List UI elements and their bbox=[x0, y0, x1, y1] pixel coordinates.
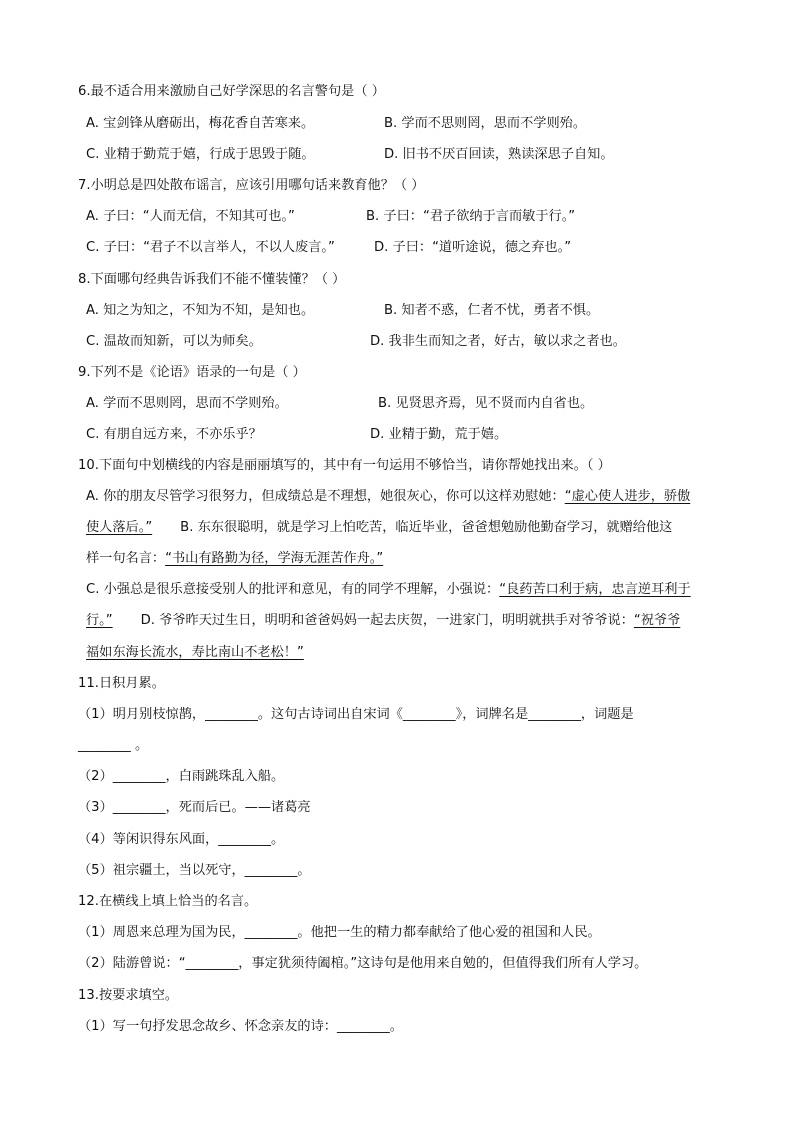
question-6-stem: 6.最不适合用来激励自己好学深思的名言警句是（ ） bbox=[78, 84, 385, 99]
question-10-option-b-quote: “书山有路勤为径，学海无涯苦作舟。” bbox=[165, 551, 384, 566]
question-12-part-1: （1）周恩来总理为国为民，________。他把一生的精力都奉献给了他心爱的祖国和人民。 bbox=[78, 925, 601, 940]
question-11-part-5: （5）祖宗疆土，当以死守，________。 bbox=[78, 863, 311, 878]
question-6-option-a: A. 宝剑锋从磨砺出，梅花香自苦寒来。 bbox=[86, 116, 315, 131]
question-11-part-2: （2）________，白雨跳珠乱入船。 bbox=[78, 769, 285, 784]
question-6-option-d: D. 旧书不厌百回读，熟读深思子自知。 bbox=[384, 147, 614, 162]
question-9-stem: 9.下列不是《论语》语录的一句是（ ） bbox=[78, 365, 306, 380]
question-10-option-a-line1 bbox=[86, 488, 690, 506]
question-10-option-d-quote: “祝爷爷 bbox=[633, 613, 681, 628]
question-10-option-b-line2 bbox=[86, 550, 383, 568]
question-8-option-c: C. 温故而知新，可以为师矣。 bbox=[86, 334, 262, 349]
question-11-part-3: （3）________，死而后已。——诸葛亮 bbox=[78, 800, 311, 815]
question-10-stem: 10.下面句中划横线的内容是丽丽填写的，其中有一句运用不够恰当，请你帮她找出来。（ ） bbox=[78, 458, 611, 473]
question-7-option-a: A. 子曰：“人而无信，不知其可也。” bbox=[86, 209, 295, 224]
question-13-stem: 13.按要求填空。 bbox=[78, 988, 179, 1003]
question-10-option-b-lead: 样一句名言： bbox=[86, 551, 166, 566]
question-11-stem: 11.日积月累。 bbox=[78, 676, 165, 691]
question-8-option-a: A. 知之为知之，不知为不知，是知也。 bbox=[86, 303, 315, 318]
question-10-option-c-line2 bbox=[86, 612, 680, 630]
question-7-stem: 7.小明总是四处散布谣言，应该引用哪句话来教育他？（ ） bbox=[78, 178, 425, 193]
question-9-option-a: A. 学而不思则罔，思而不学则殆。 bbox=[86, 396, 288, 411]
question-10-option-c-text: C. 小强总是很乐意接受别人的批评和意见，有的同学不理解，小强说： bbox=[86, 582, 500, 597]
question-10-option-d-line2 bbox=[86, 644, 304, 662]
question-10-option-a-quote-end: 使人落后。” bbox=[86, 520, 153, 535]
question-10-option-a-text: A. 你的朋友尽管学习很努力，但成绩总是不理想，她很灰心，你可以这样劝慰她： bbox=[86, 489, 565, 504]
question-8-stem: 8.下面哪句经典告诉我们不能不懂装懂？（ ） bbox=[78, 272, 346, 287]
question-10-option-c-line1 bbox=[86, 581, 691, 599]
question-7-option-b: B. 子曰：“君子欲纳于言而敏于行。” bbox=[366, 209, 576, 224]
question-10-option-c-quote: “良药苦口利于病，忠言逆耳利于 bbox=[499, 582, 691, 597]
question-10-option-a-line2 bbox=[86, 519, 672, 537]
question-7-option-c: C. 子曰：“君子不以言举人，不以人废言。” bbox=[86, 240, 335, 255]
question-10-option-d-text: D. 爷爷昨天过生日，明明和爸爸妈妈一起去庆贺，一进家门，明明就拱手对爷爷说： bbox=[140, 613, 634, 628]
question-12-stem: 12.在横线上填上恰当的名言。 bbox=[78, 894, 258, 909]
question-9-option-d: D. 业精于勤，荒于嬉。 bbox=[370, 427, 508, 442]
question-9-option-c: C. 有朋自远方来，不亦乐乎？ bbox=[86, 427, 262, 442]
question-11-part-1: （1）明月别枝惊鹊，________。这句古诗词出自宋词《________》，词牌名是________，词题是 bbox=[78, 707, 634, 722]
question-10-option-b-text: B. 东东很聪明，就是学习上怕吃苦，临近毕业，爸爸想勉励他勤奋学习，就赠给他这 bbox=[180, 520, 673, 535]
question-10-option-c-quote-end: 行。” bbox=[86, 613, 113, 628]
question-9-option-b: B. 见贤思齐焉，见不贤而内自省也。 bbox=[378, 396, 594, 411]
question-11-part-4: （4）等闲识得东风面，________。 bbox=[78, 832, 285, 847]
question-6-option-b: B. 学而不思则罔，思而不学则殆。 bbox=[384, 116, 587, 131]
question-12-part-2: （2）陆游曾说：“________，事定犹须待阖棺。”这诗句是他用来自勉的，但值得我们所有人学习。 bbox=[78, 956, 648, 971]
question-8-option-d: D. 我非生而知之者，好古，敏以求之者也。 bbox=[370, 334, 626, 349]
question-13-part-1: （1）写一句抒发思念故乡、怀念亲友的诗：________。 bbox=[78, 1019, 403, 1034]
question-10-option-a-quote: “虚心使人进步，骄傲 bbox=[564, 489, 691, 504]
question-8-option-b: B. 知者不惑，仁者不忧，勇者不惧。 bbox=[384, 303, 600, 318]
question-10-option-d-quote-end: 福如东海长流水，寿比南山不老松！” bbox=[86, 645, 304, 660]
question-6-option-c: C. 业精于勤荒于嬉，行成于思毁于随。 bbox=[86, 147, 315, 162]
question-11-part-1-cont: ________ 。 bbox=[78, 738, 149, 753]
question-7-option-d: D. 子曰：“道听途说，德之弃也。” bbox=[374, 240, 572, 255]
